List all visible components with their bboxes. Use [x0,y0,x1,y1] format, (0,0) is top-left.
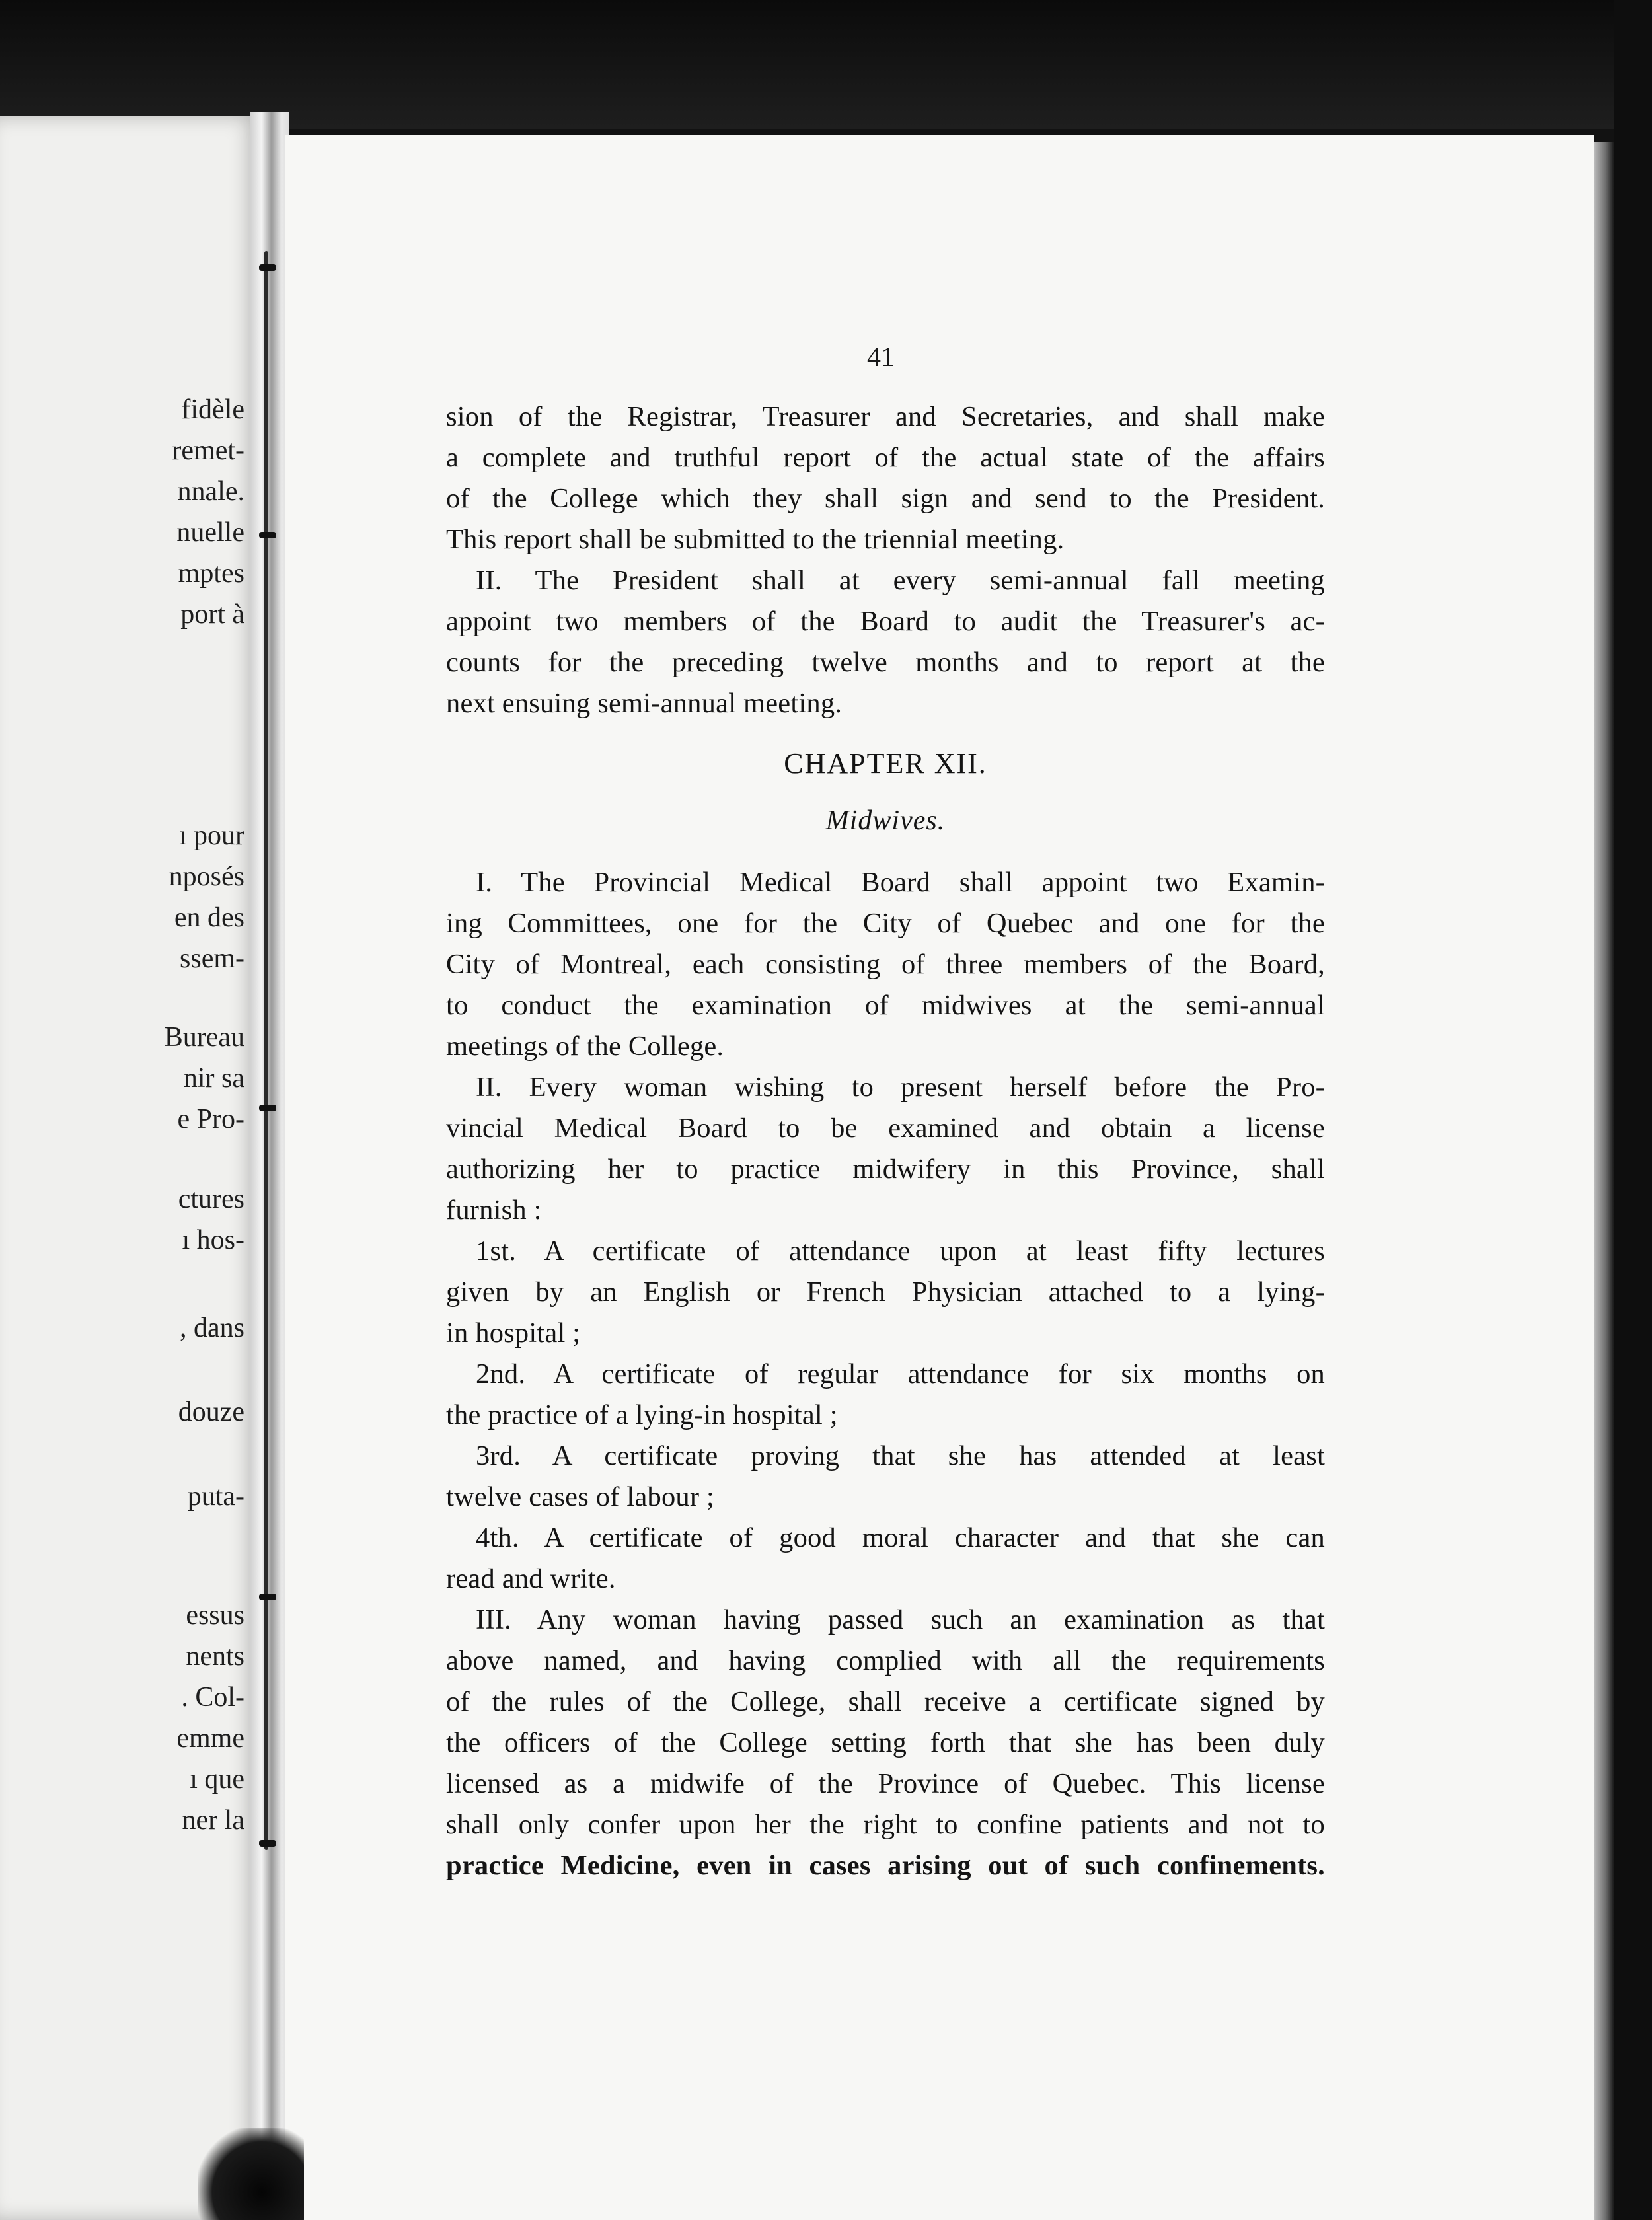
text-line: above named, and having complied with all the requirements [446,1645,1325,1676]
left-fragment: mptes [178,558,244,589]
text-line: furnish : [446,1195,542,1226]
text-line: authorizing her to practice midwifery in this Province, shall [446,1154,1325,1185]
left-fragment: emme [176,1723,244,1754]
text-line: the officers of the College setting forth that she has been duly [446,1727,1325,1758]
text-line: given by an English or French Physician attached to a lying- [446,1276,1325,1308]
left-fragment: . Col- [181,1682,244,1713]
text-line: in hospital ; [446,1317,581,1349]
binding-thread [264,251,268,1850]
left-page [0,116,261,2220]
left-fragment: port à [180,599,244,630]
body-text-chapter-xii [446,862,1325,1886]
text-line: to conduct the examination of midwives at the semi-annual [446,990,1325,1021]
chapter-subtitle: Midwives. [825,805,946,836]
text-line: read and write. [446,1563,616,1594]
text-line: 2nd. A certificate of regular attendance for six months on [476,1358,1325,1389]
text-line: II. Every woman wishing to present herself before the Pro- [476,1072,1325,1103]
left-fragment: nir sa [183,1063,244,1093]
binding-stitch [259,1594,276,1600]
book-gutter [250,112,289,2220]
left-fragment: ı pour [178,821,244,851]
text-line: vincial Medical Board to be examined and obtain a license [446,1113,1325,1144]
text-line: a complete and truthful report of the actual state of the affairs [446,442,1325,473]
page-number: 41 [867,342,895,373]
text-line: twelve cases of labour ; [446,1481,715,1512]
text-line: of the rules of the College, shall receive a certificate signed by [446,1686,1325,1717]
text-line: III. Any woman having passed such an examination as that [476,1604,1325,1635]
left-fragment: fidèle [181,394,244,425]
left-fragment: nnale. [177,476,244,507]
left-fragment: ctures [178,1184,244,1214]
text-line: 3rd. A certificate proving that she has attended at least [476,1440,1325,1471]
text-line: appoint two members of the Board to audit the Treasurer's ac- [446,606,1325,637]
text-line: 4th. A certificate of good moral character and that she can [476,1522,1325,1553]
left-fragment: nposés [169,862,244,892]
text-line: next ensuing semi-annual meeting. [446,688,843,719]
left-fragment: ı que [190,1764,244,1794]
text-line: of the College which they shall sign and send to the President. [446,483,1325,514]
text-line: the practice of a lying-in hospital ; [446,1399,838,1430]
left-fragment: en des [174,903,244,933]
text-line: ing Committees, one for the City of Quebec and one for the [446,908,1325,939]
text-line: II. The President shall at every semi-annual fall meeting [476,565,1325,596]
left-fragment: ssem- [180,944,244,974]
scan-background-right [1614,0,1652,2220]
left-fragment: , dans [180,1313,244,1343]
text-line: shall only confer upon her the right to confine patients and not to [446,1809,1325,1840]
left-fragment: essus [186,1600,244,1631]
left-fragment: ı hos- [182,1225,244,1255]
chapter-heading: CHAPTER XII. [784,747,987,780]
text-line: I. The Provincial Medical Board shall appoint two Examin- [476,867,1325,898]
text-line: counts for the preceding twelve months and to report at the [446,647,1325,678]
ink-blot [198,2128,304,2220]
text-line: sion of the Registrar, Treasurer and Secretaries, and shall make [446,401,1325,432]
binding-stitch [259,264,276,271]
body-text-section-xi [446,396,1325,724]
text-line: This report shall be submitted to the triennial meeting. [446,524,1065,555]
binding-stitch [259,532,276,538]
left-fragment: puta- [187,1481,244,1512]
text-line: 1st. A certificate of attendance upon at least fifty lectures [476,1236,1325,1267]
page-edge-shadow [1594,142,1614,2220]
left-fragment: ner la [182,1805,244,1835]
left-fragment: douze [178,1397,244,1427]
text-line: practice Medicine, even in cases arising out of such confinements. [446,1850,1325,1881]
left-fragment: e Pro- [177,1104,244,1134]
left-fragment: Bureau [164,1022,244,1053]
text-line: licensed as a midwife of the Province of Quebec. This license [446,1768,1325,1799]
text-line: City of Montreal, each consisting of three members of the Board, [446,949,1325,980]
left-fragment: remet- [172,435,244,466]
binding-stitch [259,1105,276,1111]
scan-background-top [0,0,1652,129]
left-fragment: nuelle [176,517,244,548]
left-fragment: nents [186,1641,244,1672]
text-line: meetings of the College. [446,1031,724,1062]
binding-stitch [259,1840,276,1847]
